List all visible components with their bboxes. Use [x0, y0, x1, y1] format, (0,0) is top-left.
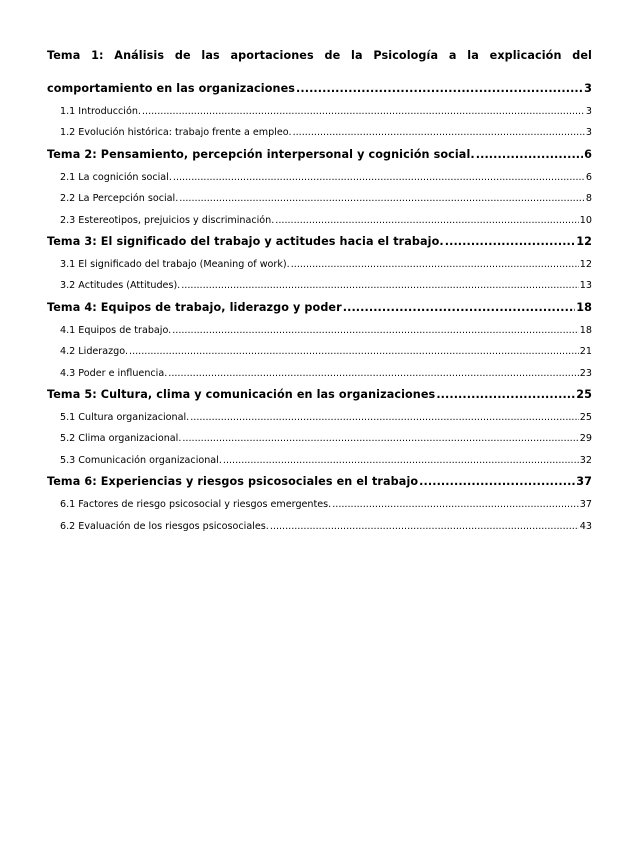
toc-section-title: 5.1 Cultura organizacional. — [60, 412, 190, 424]
toc-chapter-title: Tema 6: Experiencias y riesgos psicosociales en el trabajo — [47, 475, 419, 489]
toc-chapter-2 — [47, 144, 592, 231]
dot-leader — [293, 122, 585, 143]
toc-chapter-title: Tema 3: El significado del trabajo y actitudes hacia el trabajo. — [47, 235, 444, 249]
toc-section-title: 1.1 Introducción. — [60, 106, 141, 117]
toc-section-title: 3.1 El significado del trabajo (Meaning of work). — [60, 259, 290, 271]
dot-leader — [173, 167, 585, 188]
toc-section-page: 43 — [579, 520, 592, 532]
toc-section-page: 10 — [579, 214, 592, 226]
toc-section-5-1[interactable] — [47, 407, 592, 428]
toc-chapter-page: 37 — [576, 475, 592, 489]
toc-section-page: 13 — [579, 280, 592, 292]
toc-chapter-1 — [47, 45, 592, 144]
toc-section-1-1[interactable] — [47, 101, 592, 122]
toc-chapter-6 — [47, 471, 592, 537]
toc-section-page: 23 — [579, 367, 592, 379]
dot-leader — [436, 384, 575, 406]
toc-chapter-page: 12 — [576, 235, 592, 249]
toc-chapter-1-title-line1: Tema 1: Análisis de las aportaciones de la Psicología a la explicación del — [47, 49, 592, 62]
toc-section-4-3[interactable] — [47, 363, 592, 384]
toc-chapter-title: Tema 2: Pensamiento, percepción interpersonal y cognición social. — [47, 147, 475, 161]
toc-section-2-1[interactable] — [47, 167, 592, 188]
toc-chapter-1-title-line2: comportamiento en las organizaciones — [47, 82, 296, 95]
toc-section-title: 2.3 Estereotipos, prejuicios y discriminación. — [60, 214, 275, 226]
toc-section-6-1[interactable] — [47, 494, 592, 515]
dot-leader — [343, 297, 575, 319]
table-of-contents — [47, 45, 592, 537]
dot-leader — [291, 254, 579, 275]
dot-leader — [179, 188, 585, 209]
toc-section-page: 8 — [585, 193, 592, 205]
dot-leader — [142, 101, 585, 122]
toc-section-page: 21 — [579, 346, 592, 358]
toc-section-title: 6.1 Factores de riesgo psicosocial y riesgos emergentes. — [60, 499, 332, 511]
toc-chapter-5-heading[interactable] — [47, 384, 592, 406]
toc-section-page: 3 — [585, 106, 592, 117]
dot-leader — [270, 516, 579, 537]
toc-chapter-page: 18 — [576, 300, 592, 314]
toc-section-title: 1.2 Evolución histórica: trabajo frente a empleo. — [60, 127, 292, 139]
toc-chapter-3-heading[interactable] — [47, 231, 592, 253]
toc-section-title: 6.2 Evaluación de los riesgos psicosociales. — [60, 520, 269, 532]
dot-leader — [296, 78, 583, 100]
toc-chapter-6-heading[interactable] — [47, 471, 592, 493]
toc-section-title: 4.1 Equipos de trabajo. — [60, 324, 172, 336]
toc-section-page: 3 — [585, 127, 592, 139]
toc-chapter-title: Tema 4: Equipos de trabajo, liderazgo y poder — [47, 300, 342, 314]
toc-section-3-1[interactable] — [47, 254, 592, 275]
toc-section-1-2[interactable] — [47, 122, 592, 143]
toc-section-6-2[interactable] — [47, 516, 592, 537]
toc-section-page: 32 — [579, 454, 592, 466]
toc-section-page: 29 — [579, 433, 592, 445]
toc-section-title: 5.3 Comunicación organizacional. — [60, 454, 222, 466]
dot-leader — [223, 450, 579, 471]
toc-section-title: 4.2 Liderazgo. — [60, 346, 129, 358]
toc-chapter-1-heading[interactable] — [47, 45, 592, 100]
toc-section-5-3[interactable] — [47, 450, 592, 471]
dot-leader — [168, 363, 579, 384]
toc-chapter-3 — [47, 231, 592, 297]
toc-chapter-5 — [47, 384, 592, 471]
toc-section-title: 5.2 Clima organizacional. — [60, 433, 182, 445]
dot-leader — [445, 231, 575, 253]
dot-leader — [190, 407, 579, 428]
dot-leader — [476, 144, 583, 166]
dot-leader — [332, 494, 579, 515]
toc-section-3-2[interactable] — [47, 275, 592, 296]
toc-section-title: 2.2 La Percepción social. — [60, 193, 179, 205]
toc-section-title: 3.2 Actitudes (Attitudes). — [60, 280, 181, 292]
toc-section-4-1[interactable] — [47, 320, 592, 341]
toc-section-2-3[interactable] — [47, 210, 592, 231]
toc-chapter-4-heading[interactable] — [47, 297, 592, 319]
toc-chapter-page: 25 — [576, 388, 592, 402]
toc-chapter-1-page: 3 — [584, 82, 592, 95]
dot-leader — [182, 428, 578, 449]
dot-leader — [275, 210, 578, 231]
toc-section-2-2[interactable] — [47, 188, 592, 209]
toc-section-4-2[interactable] — [47, 341, 592, 362]
dot-leader — [419, 471, 575, 493]
dot-leader — [129, 341, 579, 362]
dot-leader — [181, 275, 579, 296]
toc-section-page: 25 — [579, 412, 592, 424]
toc-section-page: 6 — [585, 171, 592, 183]
toc-section-5-2[interactable] — [47, 428, 592, 449]
toc-section-page: 18 — [579, 324, 592, 336]
toc-chapter-2-heading[interactable] — [47, 144, 592, 166]
toc-section-title: 4.3 Poder e influencia. — [60, 367, 168, 379]
toc-chapter-page: 6 — [584, 147, 592, 161]
toc-chapter-4 — [47, 297, 592, 384]
toc-section-page: 37 — [579, 499, 592, 511]
dot-leader — [172, 320, 579, 341]
toc-section-title: 2.1 La cognición social. — [60, 171, 172, 183]
toc-chapter-title: Tema 5: Cultura, clima y comunicación en las organizaciones — [47, 388, 436, 402]
toc-section-page: 12 — [579, 259, 592, 271]
